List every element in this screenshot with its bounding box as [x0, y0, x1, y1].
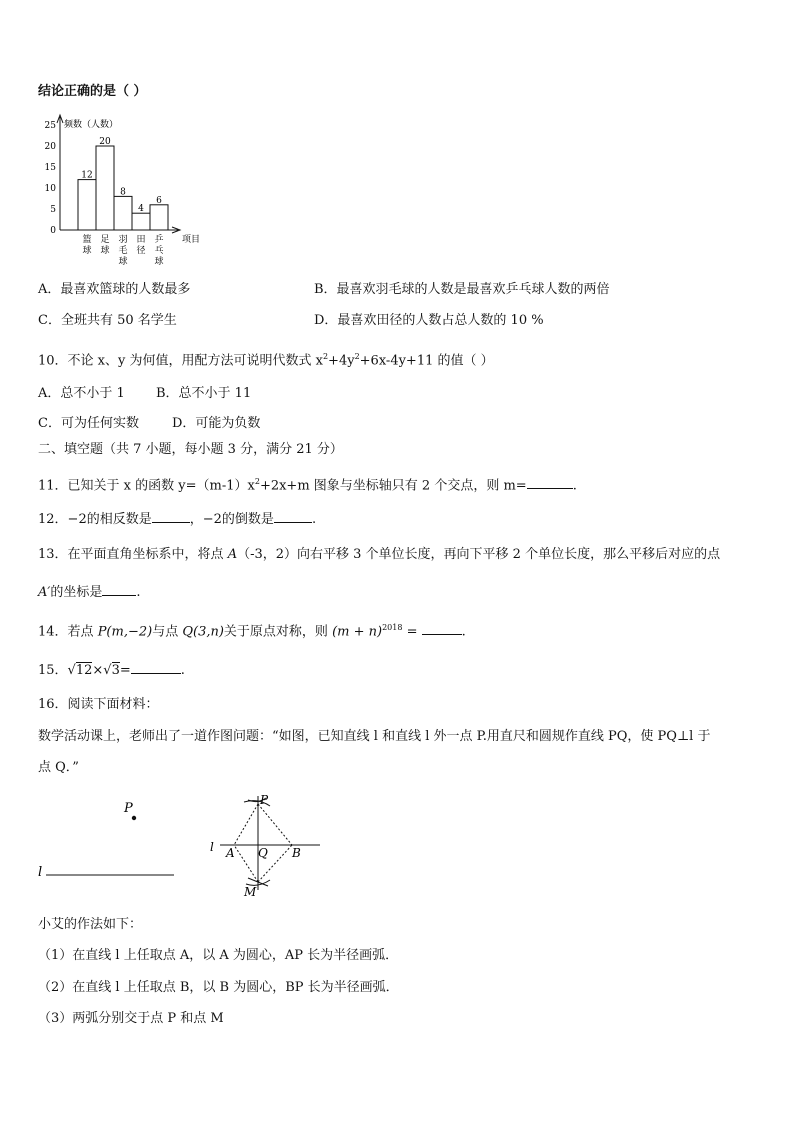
label-p: P: [124, 801, 133, 816]
q13-point-a-prime: A′: [38, 585, 51, 600]
category-label: 田: [136, 235, 146, 245]
answer-blank[interactable]: [131, 661, 181, 674]
bar: [96, 146, 114, 230]
q14-eq: =: [402, 624, 422, 640]
q13-post: （-3，2）向右平移 3 个单位长度，再向下平移 2 个单位长度，那么平移后对应的点: [237, 547, 721, 562]
q11-end: .: [572, 478, 577, 494]
q12-p4: 的倒数是: [221, 512, 274, 527]
data-label: 4: [138, 204, 144, 215]
category-label: 毛: [118, 246, 128, 256]
category-label: 球: [118, 257, 128, 267]
answer-blank[interactable]: [422, 622, 462, 635]
sqrt-symbol: √: [103, 663, 112, 678]
y-tick-label: 5: [50, 205, 56, 215]
q13-point-a: A: [227, 547, 238, 562]
q9-option-b: B．最喜欢羽毛球的人数是最喜欢乒乓球人数的两倍: [314, 282, 610, 297]
point-p: [132, 816, 136, 820]
category-label: 乓: [154, 246, 164, 256]
segment-pb: [258, 804, 292, 845]
y-tick-label: 25: [44, 121, 56, 131]
label-m: M: [244, 885, 257, 898]
answer-blank[interactable]: [152, 510, 190, 523]
q13-end: .: [136, 585, 141, 600]
y-axis-label: 频数（人数）: [64, 120, 119, 130]
q13-pre: 13．在平面直角坐标系中，将点: [38, 547, 228, 562]
q10-sup-1: 2: [322, 352, 329, 361]
q11-sup: 2: [254, 477, 260, 486]
data-label: 20: [99, 137, 111, 147]
step-1: （1）在直线 l 上任取点 A，以 A 为圆心，AP 长为半径画弧．: [38, 948, 399, 963]
q12-p1: 12．: [38, 512, 68, 527]
label-p: P: [260, 793, 269, 807]
q10-stem-mid1: +4y: [328, 353, 355, 369]
q14-end: .: [461, 624, 466, 640]
q14-post: 关于原点对称，则: [223, 624, 333, 640]
q14: [38, 619, 466, 641]
q10-stem-pre: 10．不论 x、y 为何值，用配方法可说明代数式 x: [38, 353, 323, 369]
q10-option-a: A．总不小于 1: [38, 386, 125, 401]
step-3: （3）两弧分别交于点 P 和点 M: [38, 1011, 224, 1026]
x-axis-label: 项目: [182, 235, 201, 245]
bar: [114, 196, 132, 230]
category-label: 篮: [82, 235, 92, 245]
data-label: 8: [120, 187, 126, 198]
q12-p2: 的相反数是: [86, 512, 152, 527]
label-q: Q: [258, 846, 268, 860]
q12-p3: ，: [189, 512, 203, 527]
y-tick-label: 0: [50, 226, 56, 236]
category-label: 羽: [118, 235, 128, 245]
q10-stem: [38, 348, 494, 370]
q15-times: ×: [92, 663, 104, 678]
label-a: A: [226, 846, 235, 860]
q10-stem-mid2: +6x-4y+11 的值（ ）: [359, 353, 494, 369]
q14-expr: (m + n): [332, 624, 383, 640]
q12-end: .: [311, 512, 317, 527]
histogram-chart: [44, 113, 224, 273]
q14-point-q: Q(3,n): [182, 624, 224, 640]
q16-title: 16．阅读下面材料：: [38, 697, 159, 712]
category-label: 足: [100, 235, 110, 245]
y-tick-label: 10: [44, 184, 56, 194]
q16-para2: 点 Q．”: [38, 760, 79, 775]
q11-pre: 11．已知关于 x 的函数 y=（m-1）x: [38, 478, 255, 494]
point-line-figure: [36, 796, 186, 886]
label-l: l: [38, 865, 43, 880]
q15-end: .: [180, 663, 185, 678]
construction-figure: [206, 790, 324, 898]
category-label: 径: [136, 246, 146, 256]
segment-ma: [234, 845, 258, 882]
step-2: （2）在直线 l 上任取点 B，以 B 为圆心，BP 长为半径画弧．: [38, 980, 399, 995]
segment-pa: [234, 804, 258, 845]
q12: [38, 510, 316, 529]
q14-pre: 14．若点: [38, 624, 98, 640]
q9-option-d: D．最喜欢田径的人数占总人数的 10 %: [314, 313, 544, 328]
q12-n2: −2: [202, 512, 222, 527]
q12-n1: −2: [67, 512, 87, 527]
q9-option-a: A．最喜欢篮球的人数最多: [38, 282, 191, 297]
q10-option-c: C．可为任何实数: [38, 416, 139, 431]
bar: [132, 213, 150, 230]
q16-para1: 数学活动课上，老师出了一道作图问题：“如图，已知直线 l 和直线 l 外一点 P.用直尺和圆规作直线 PQ，使 PQ⊥l 于: [38, 729, 711, 744]
label-l: l: [210, 840, 214, 854]
section-heading: 二、填空题（共 7 小题，每小题 3 分，满分 21 分）: [38, 442, 343, 457]
q14-point-p: P(m,−2): [97, 624, 153, 640]
label-b: B: [292, 846, 301, 860]
q14-sup: 2018: [382, 623, 403, 632]
sqrt-symbol: √: [67, 663, 76, 678]
bar: [78, 180, 96, 230]
q9-option-c: C．全班共有 50 名学生: [38, 313, 177, 328]
q15: [38, 661, 185, 680]
q14-mid: 与点: [152, 624, 183, 640]
q10-option-b: B．总不小于 11: [156, 386, 252, 401]
q11-post: +2x+m 图象与坐标轴只有 2 个交点，则 m=: [259, 478, 527, 494]
answer-blank[interactable]: [527, 476, 573, 489]
data-label: 6: [156, 195, 162, 206]
category-label: 乒: [154, 235, 164, 245]
q13-line1: [38, 546, 720, 564]
bar: [150, 205, 168, 230]
category-label: 球: [154, 257, 164, 267]
answer-blank[interactable]: [274, 510, 312, 523]
q11: [38, 473, 577, 495]
q10-sup-2: 2: [354, 352, 360, 361]
q13-line2-text: 的坐标是: [50, 585, 103, 600]
y-tick-label: 15: [44, 163, 56, 173]
q10-option-d: D．可能为负数: [172, 416, 261, 431]
q15-radicand-1: 12: [75, 663, 93, 678]
data-label: 12: [81, 170, 93, 181]
answer-blank[interactable]: [102, 583, 136, 596]
category-label: 球: [100, 246, 110, 256]
q9-tail: 结论正确的是（ ）: [38, 84, 147, 99]
q13-line2: [38, 583, 141, 602]
q15-eq: =: [119, 663, 131, 678]
q15-radicand-2: 3: [111, 663, 120, 678]
category-label: 球: [82, 246, 92, 256]
y-tick-label: 20: [44, 142, 56, 152]
q15-pre: 15．: [38, 663, 68, 678]
method-title: 小艾的作法如下：: [38, 917, 143, 932]
